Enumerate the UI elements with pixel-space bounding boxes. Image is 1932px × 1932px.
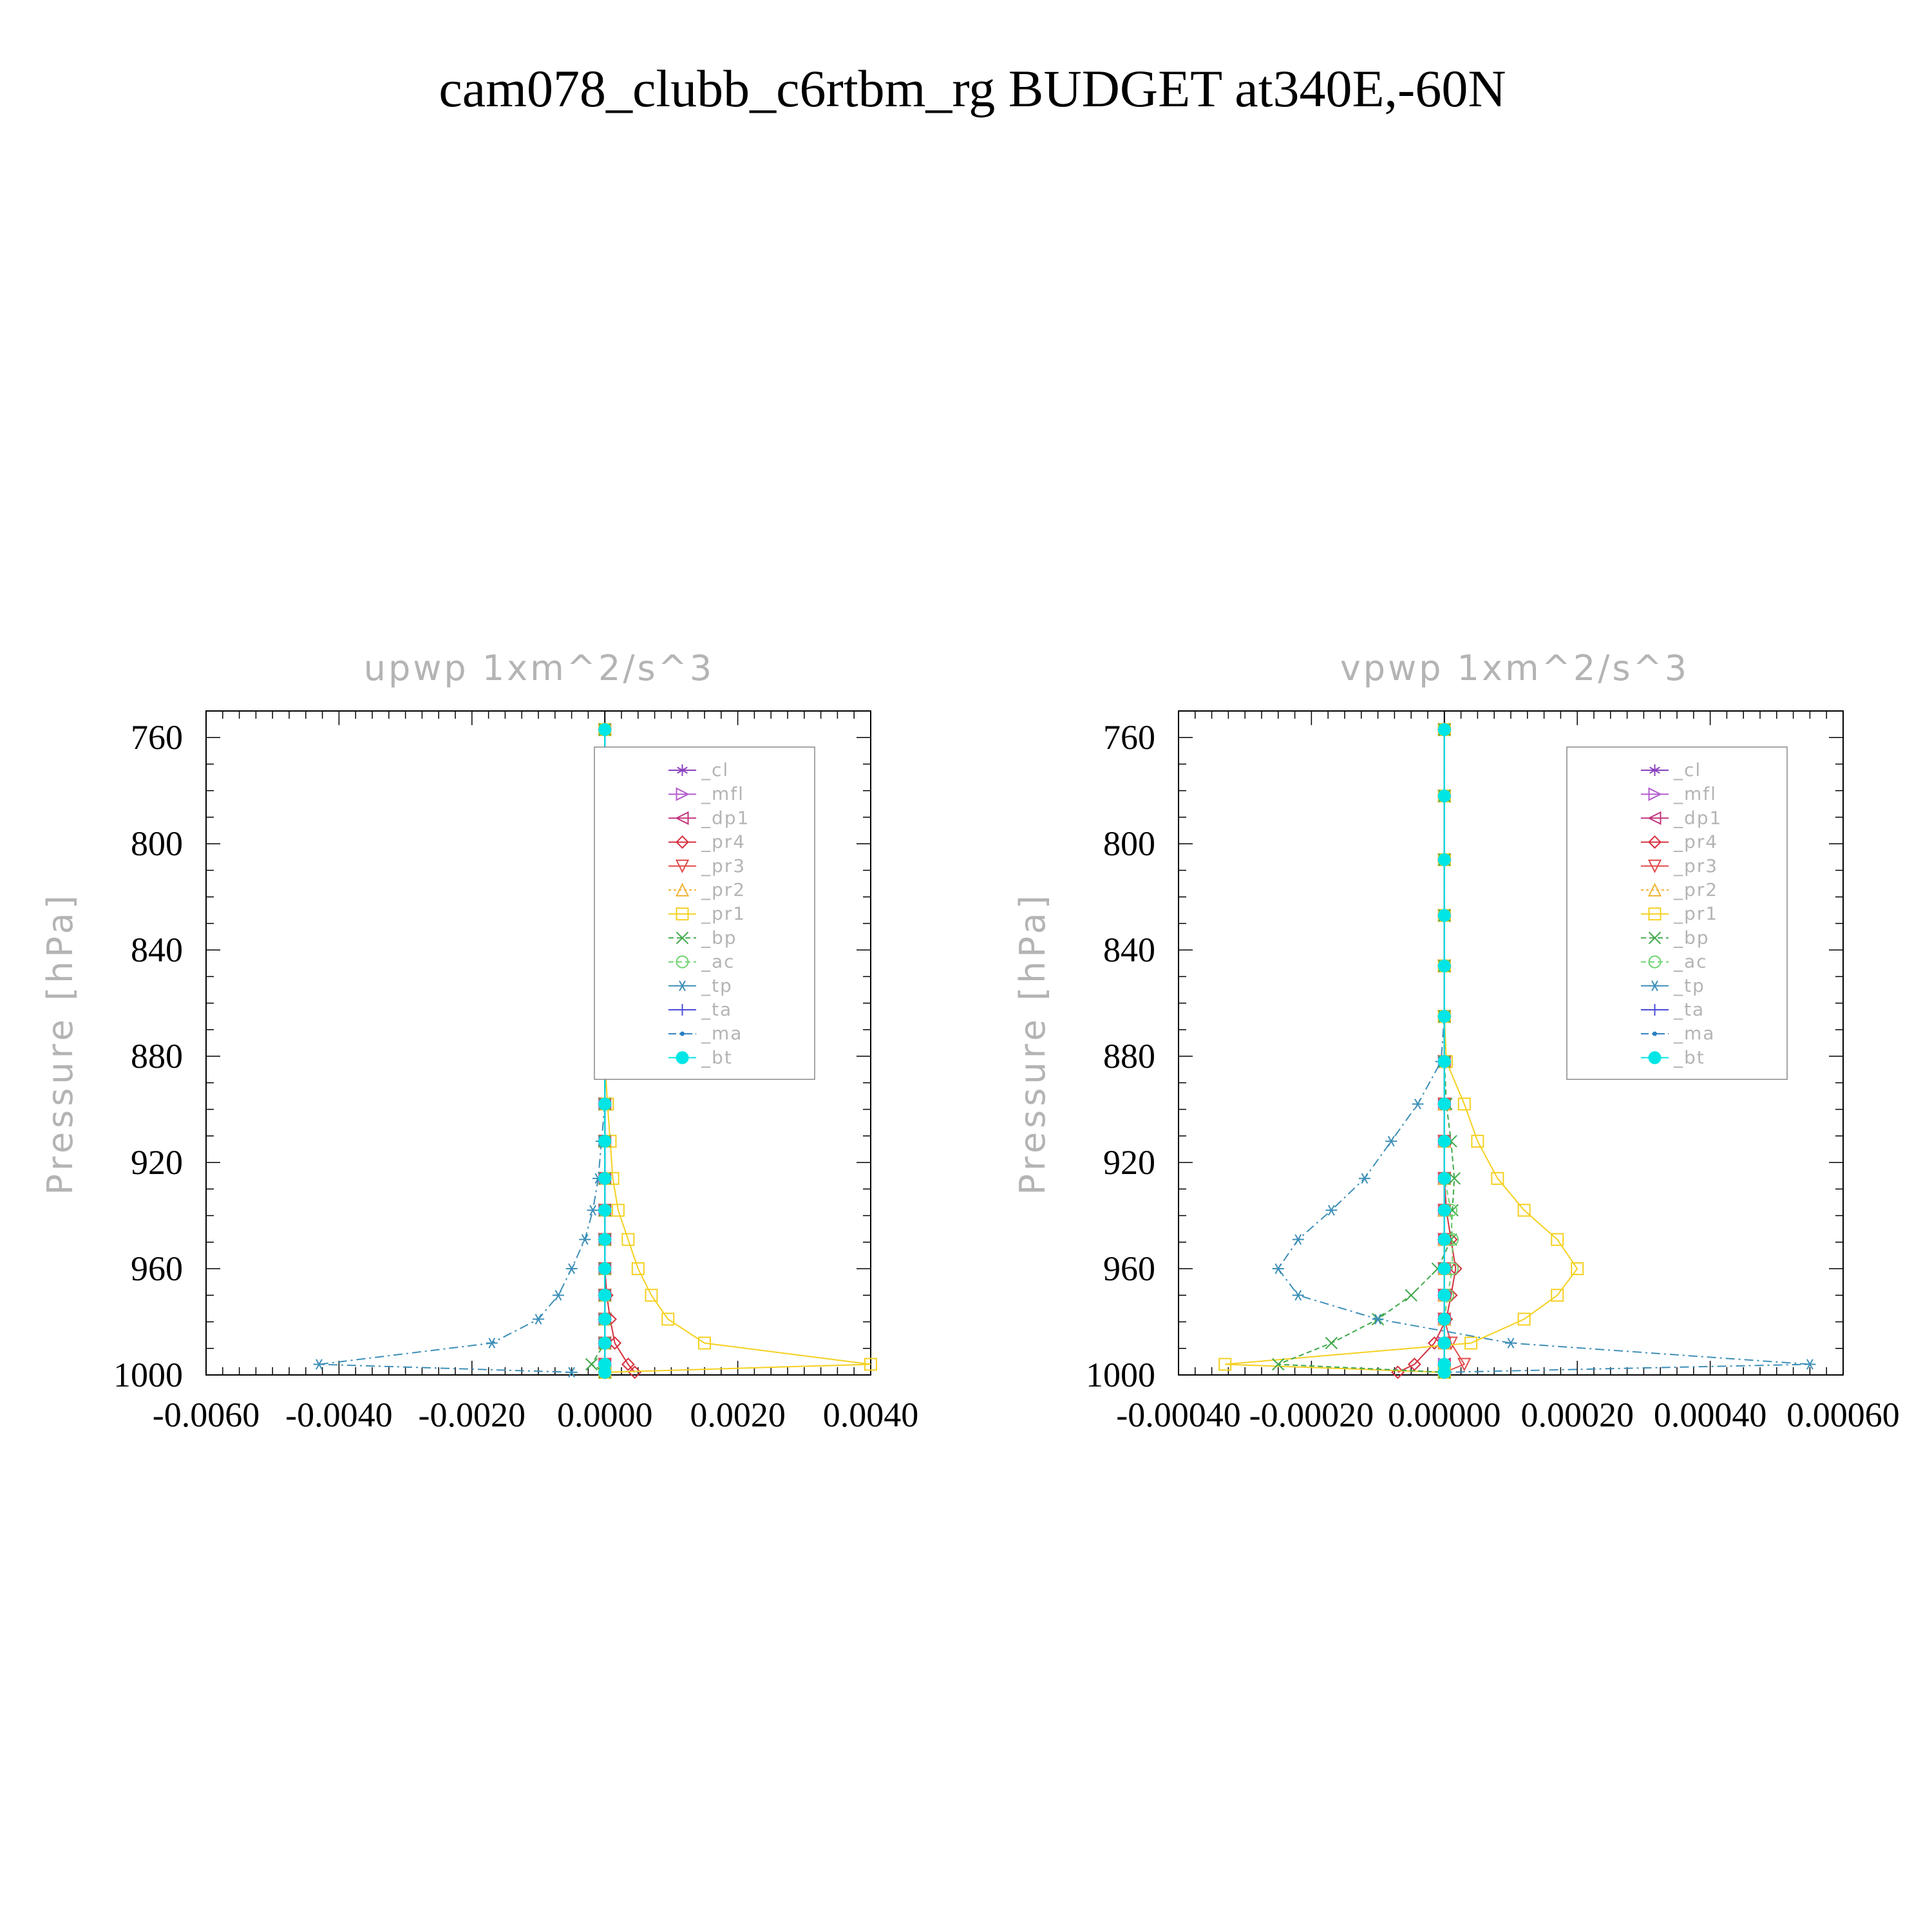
data-point bbox=[598, 1204, 611, 1217]
y-tick-label: 800 bbox=[1103, 824, 1155, 864]
legend-label: _dp1 bbox=[1674, 807, 1723, 829]
data-point bbox=[1438, 1055, 1451, 1068]
figure-title: cam078_clubb_c6rtbm_rg BUDGET at340E,-60N bbox=[439, 59, 1506, 118]
data-point bbox=[1438, 723, 1451, 736]
data-point bbox=[1438, 1204, 1451, 1217]
y-tick-label: 800 bbox=[131, 824, 183, 864]
data-point bbox=[598, 1233, 611, 1246]
legend-label: _pr1 bbox=[701, 903, 746, 925]
legend bbox=[1567, 747, 1787, 1079]
data-point bbox=[1438, 1172, 1451, 1185]
legend bbox=[594, 747, 815, 1079]
y-axis-label: Pressure [hPa] bbox=[1012, 891, 1053, 1195]
legend-label: _pr3 bbox=[1674, 855, 1719, 876]
legend-label: _bp bbox=[1674, 927, 1710, 949]
legend-label: _bp bbox=[701, 927, 737, 949]
legend-label: _pr4 bbox=[1674, 831, 1719, 853]
legend-label: _mfl bbox=[1674, 783, 1717, 805]
x-tick-label: 0.00000 bbox=[1388, 1396, 1501, 1434]
data-point bbox=[598, 1097, 611, 1110]
legend-marker bbox=[1653, 1032, 1657, 1036]
data-point bbox=[1438, 1010, 1451, 1023]
legend-label: _bt bbox=[1674, 1046, 1705, 1068]
x-tick-label: -0.00020 bbox=[1249, 1396, 1374, 1434]
y-tick-label: 760 bbox=[1103, 718, 1155, 757]
data-point bbox=[1438, 1262, 1451, 1275]
y-tick-label: 1000 bbox=[1086, 1356, 1155, 1394]
data-point bbox=[598, 1366, 611, 1379]
legend-marker bbox=[680, 1032, 685, 1036]
legend-label: _ma bbox=[1674, 1023, 1716, 1045]
legend-label: _ma bbox=[701, 1023, 743, 1045]
data-point bbox=[1438, 960, 1451, 972]
data-point bbox=[598, 1172, 611, 1185]
x-tick-label: 0.0000 bbox=[556, 1396, 653, 1434]
legend-label: _pr2 bbox=[701, 879, 746, 900]
y-tick-label: 1000 bbox=[113, 1356, 183, 1394]
legend-label: _mfl bbox=[701, 783, 744, 805]
legend-label: _tp bbox=[1674, 974, 1705, 996]
data-point bbox=[1438, 790, 1451, 802]
data-point bbox=[1438, 1337, 1451, 1350]
data-point bbox=[1438, 1289, 1451, 1302]
data-point bbox=[1438, 853, 1451, 866]
x-tick-label: 0.00060 bbox=[1786, 1396, 1900, 1434]
x-tick-label: 0.0020 bbox=[690, 1396, 786, 1434]
panel-title: upwp 1xm^2/s^3 bbox=[363, 648, 715, 688]
y-tick-label: 920 bbox=[131, 1143, 183, 1182]
x-tick-label: -0.00040 bbox=[1116, 1396, 1241, 1434]
legend-marker bbox=[676, 1051, 689, 1064]
legend-label: _cl bbox=[701, 759, 730, 781]
data-point bbox=[598, 1337, 611, 1350]
legend-label: _ac bbox=[1674, 951, 1708, 972]
y-tick-label: 960 bbox=[1103, 1249, 1155, 1289]
data-point bbox=[598, 1289, 611, 1302]
x-tick-label: 0.0040 bbox=[822, 1396, 919, 1434]
panel-title: vpwp 1xm^2/s^3 bbox=[1340, 648, 1690, 688]
y-tick-label: 760 bbox=[131, 718, 183, 757]
data-point bbox=[598, 1262, 611, 1275]
y-tick-label: 960 bbox=[131, 1249, 183, 1289]
x-tick-label: 0.00020 bbox=[1520, 1396, 1634, 1434]
data-point bbox=[1438, 1233, 1451, 1246]
x-tick-label: -0.0040 bbox=[285, 1396, 393, 1434]
y-tick-label: 920 bbox=[1103, 1143, 1155, 1182]
y-axis-label: Pressure [hPa] bbox=[40, 891, 80, 1195]
data-point bbox=[598, 723, 611, 736]
legend-label: _cl bbox=[1674, 759, 1702, 781]
y-tick-label: 880 bbox=[131, 1037, 183, 1076]
legend-label: _ta bbox=[1674, 999, 1705, 1020]
x-tick-label: 0.00040 bbox=[1653, 1396, 1767, 1434]
data-point bbox=[1438, 1312, 1451, 1325]
legend-label: _pr2 bbox=[1674, 879, 1719, 900]
legend-label: _pr1 bbox=[1674, 903, 1719, 925]
legend-label: _dp1 bbox=[701, 807, 750, 829]
y-tick-label: 840 bbox=[1103, 931, 1155, 970]
legend-label: _pr4 bbox=[701, 831, 746, 853]
data-point bbox=[1438, 1366, 1451, 1379]
legend-label: _bt bbox=[701, 1046, 733, 1068]
data-point bbox=[598, 1135, 611, 1148]
data-point bbox=[1438, 1097, 1451, 1110]
legend-marker bbox=[1649, 1051, 1662, 1064]
y-tick-label: 880 bbox=[1103, 1037, 1155, 1076]
legend-label: _ta bbox=[701, 999, 733, 1020]
x-tick-label: -0.0060 bbox=[152, 1396, 260, 1434]
y-tick-label: 840 bbox=[131, 931, 183, 970]
legend-label: _pr3 bbox=[701, 855, 746, 876]
legend-label: _tp bbox=[701, 974, 733, 996]
data-point bbox=[1438, 1135, 1451, 1148]
data-point bbox=[598, 1312, 611, 1325]
x-tick-label: -0.0020 bbox=[418, 1396, 526, 1434]
data-point bbox=[1438, 909, 1451, 922]
legend-label: _ac bbox=[701, 951, 735, 972]
